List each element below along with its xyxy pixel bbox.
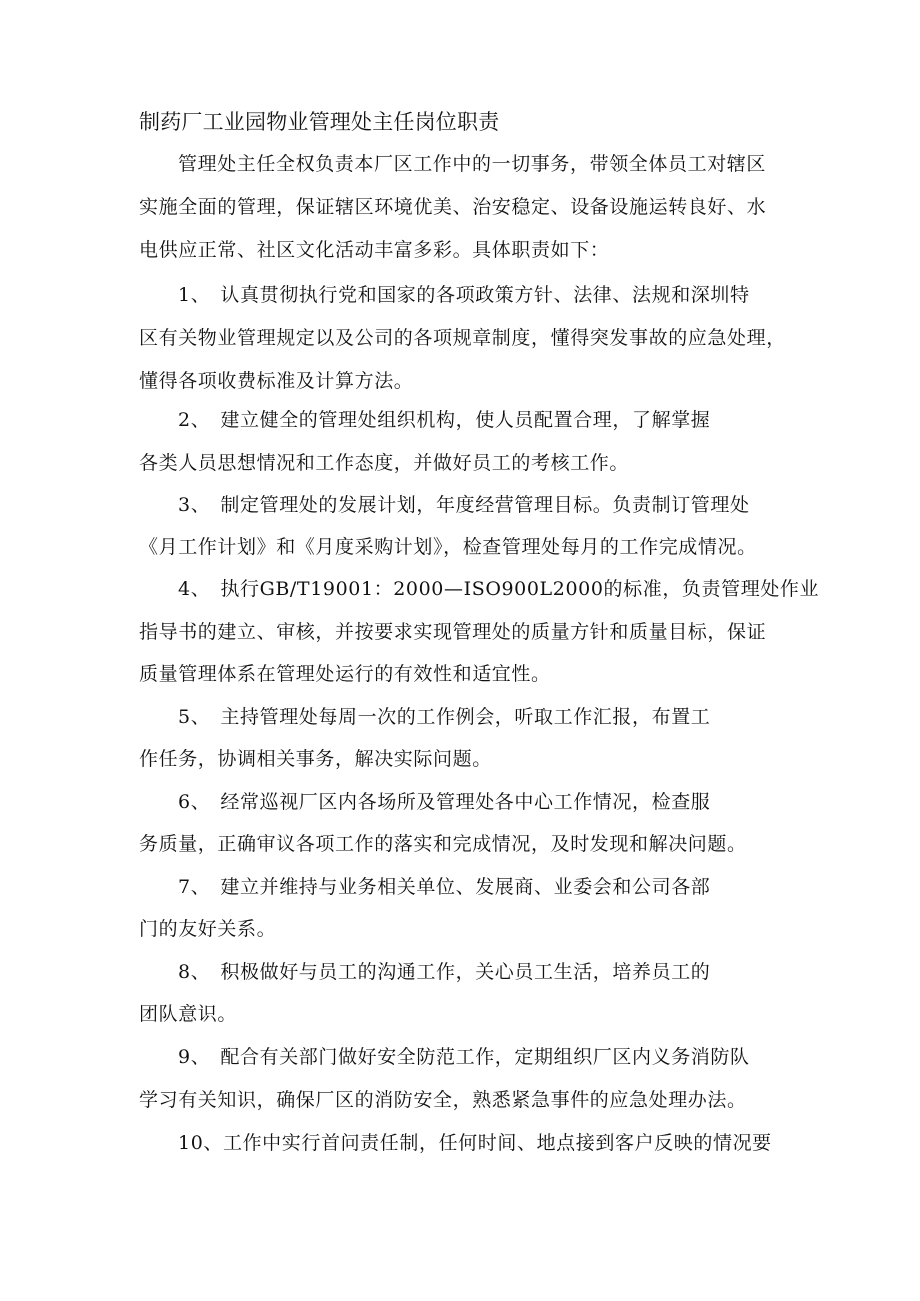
paragraph-line: 区有关物业管理规定以及公司的各项规章制度，懂得突发事故的应急处理， (139, 327, 786, 349)
paragraph-line: 1、 认真贯彻执行党和国家的各项政策方针、法律、法规和深圳特 (178, 284, 750, 306)
paragraph-line: 3、 制定管理处的发展计划，年度经营管理目标。负责制订管理处 (178, 494, 750, 516)
paragraph-line: 各类人员思想情况和工作态度，并做好员工的考核工作。 (139, 452, 630, 474)
paragraph-line: 质量管理体系在管理处运行的有效性和适宜性。 (139, 663, 551, 685)
paragraph-line: 懂得各项收费标准及计算方法。 (139, 370, 414, 392)
document-title: 制药厂工业园物业管理处主任岗位职责 (139, 110, 500, 134)
paragraph-line: 实施全面的管理，保证辖区环境优美、治安稳定、设备设施运转良好、水 (139, 196, 767, 218)
paragraph-line: 务质量，正确审议各项工作的落实和完成情况，及时发现和解决问题。 (139, 833, 747, 855)
paragraph-line: 作任务，协调相关事务，解决实际问题。 (139, 748, 492, 770)
paragraph-line: 8、 积极做好与员工的沟通工作，关心员工生活，培养员工的 (178, 961, 711, 983)
paragraph-line: 6、 经常巡视厂区内各场所及管理处各中心工作情况，检查服 (178, 791, 711, 813)
paragraph-line: 《月工作计划》和《月度采购计划》，检查管理处每月的工作完成情况。 (139, 536, 757, 558)
paragraph-line: 5、 主持管理处每周一次的工作例会，听取工作汇报，布置工 (178, 706, 711, 728)
paragraph-line: 7、 建立并维持与业务相关单位、发展商、业委会和公司各部 (178, 876, 711, 898)
paragraph-line: 学习有关知识，确保厂区的消防安全，熟悉紧急事件的应急处理办法。 (139, 1089, 747, 1111)
paragraph-line: 团队意识。 (139, 1003, 238, 1025)
paragraph-line: 电供应正常、社区文化活动丰富多彩。具体职责如下： (139, 239, 610, 261)
paragraph-line: 10、工作中实行首问责任制，任何时间、地点接到客户反映的情况要 (178, 1132, 772, 1154)
paragraph-line: 9、 配合有关部门做好安全防范工作，定期组织厂区内义务消防队 (178, 1046, 750, 1068)
paragraph-line: 4、 执行GB/T19001：2000—ISO900L2000的标准，负责管理处作业 (178, 578, 820, 600)
paragraph-line: 管理处主任全权负责本厂区工作中的一切事务，带领全体员工对辖区 (178, 153, 767, 175)
paragraph-line: 指导书的建立、审核，并按要求实现管理处的质量方针和质量目标，保证 (139, 621, 767, 643)
paragraph-line: 门的友好关系。 (139, 918, 277, 940)
paragraph-line: 2、 建立健全的管理处组织机构，使人员配置合理，了解掌握 (178, 409, 711, 431)
